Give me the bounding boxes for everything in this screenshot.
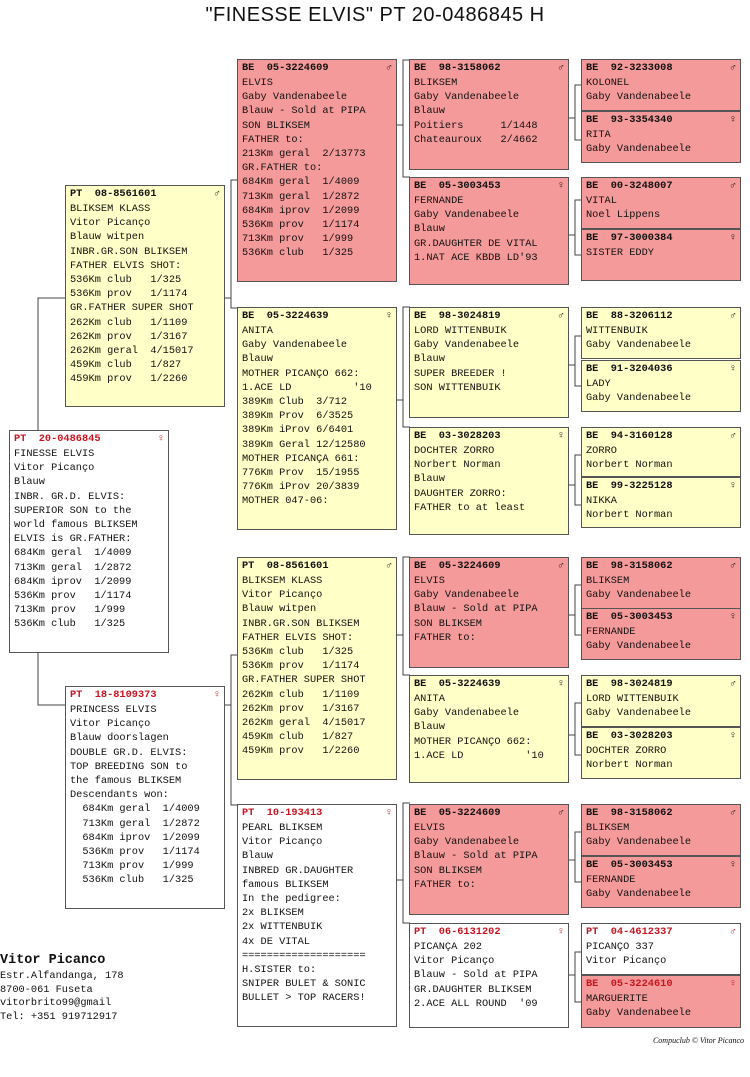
ring-label: BE 92-3233008 [586,62,673,74]
pigeon-info-line: 684Km geral 1/4009 [14,547,132,560]
pigeon-info-line: Vitor Picanço [586,955,667,968]
ring-number [14,431,165,447]
pigeon-info-line: FATHER to: [242,133,304,146]
female-icon: ♀ [557,678,564,690]
pigeon-info-line: 536Km prov 1/1174 [242,219,360,232]
female-icon: ♀ [729,611,736,623]
page-title: "FINESSE ELVIS" PT 20-0486845 H [205,4,545,26]
pigeon-info-line: WITTENBUIK [586,325,648,337]
ring-label: PT 08-8561601 [70,188,157,200]
dam-card [65,686,225,909]
pigeon-info-line: Gaby Vandenabeele [414,91,520,104]
ring-label: BE 05-3224609 [414,807,501,819]
male-icon: ♂ [213,188,220,200]
pigeon-info-line: Vitor Picanço [242,836,323,849]
male-icon: ♂ [729,560,736,572]
pigeon-info-line: Gaby Vandenabeele [586,589,692,602]
female-icon: ♀ [729,859,736,871]
pigeon-info-line: Vitor Picanço [70,217,151,230]
ring-number [586,609,737,625]
pigeon-info-line: Blauw [242,850,273,863]
great-grandparent-card [409,557,569,668]
pigeon-info-line: Blauw - Sold at PIPA [414,969,538,982]
pigeon-info-line: SUPERIOR SON to the [14,504,132,517]
pigeon-info-line: KOLONEL [586,77,630,89]
pigeon-info-line: LORD WITTENBUIK [414,325,507,337]
pigeon-info-line: Blauw [414,105,445,118]
ring-label: BE 88-3206112 [586,310,673,322]
ring-label: BE 05-3224639 [414,678,501,690]
pigeon-info-line: 684Km iprov 1/2099 [14,575,132,588]
pigeon-info-line: TOP BREEDING SON to [70,760,188,773]
pigeon-info-line: Norbert Norman [586,759,673,772]
pigeon-info-line: FATHER ELVIS SHOT: [70,259,182,272]
pigeon-info-line: 713Km prov 1/999 [242,233,354,246]
pigeon-info-line: Blauw [414,223,445,236]
ring-number [586,361,737,377]
sire-card [65,185,225,407]
ring-label: BE 98-3024819 [414,310,501,322]
male-icon: ♂ [557,310,564,322]
pigeon-info-line: INBRED GR.DAUGHTER [242,864,354,877]
ring-label: PT 10-193413 [242,807,323,819]
pigeon-info-line: MOTHER PICANÇO 662: [414,735,532,748]
female-icon: ♀ [729,363,736,375]
pigeon-info-line: Gaby Vandenabeele [586,91,692,104]
pigeon-info-line: 684Km iprov 1/2099 [70,831,200,844]
pigeon-info-line: NIKKA [586,495,617,507]
pigeon-info-line: Blauw witpen [242,603,317,616]
pigeon-info-line: INBR. GR.D. ELVIS: [14,490,126,503]
pigeon-info-line: Blauw [414,721,445,734]
pigeon-info-line: Gaby Vandenabeele [586,888,692,901]
pigeon-info-line: GR.DAUGHTER BLIKSEM [414,983,532,996]
pigeon-info-line: 213Km geral 2/13773 [242,148,366,161]
pigeon-info-line: Norbert Norman [586,509,673,522]
pigeon-info-line: ANITA [414,693,445,705]
pigeon-info-line: 776Km iProv 20/3839 [242,481,360,494]
pigeon-info-line: MOTHER 047-06: [242,495,329,508]
pigeon-info-line: 459Km prov 1/2260 [70,373,188,386]
ring-number [414,676,565,692]
gggp-card [581,111,741,163]
pigeon-info-line: world famous BLIKSEM [14,519,138,532]
pigeon-info-line: Chateauroux 2/4662 [414,133,538,146]
pigeon-info-line: In the pedigree: [242,893,341,906]
pigeon-info-line: FERNANDE [586,874,636,886]
great-grandparent-card [409,923,569,1028]
ring-number [586,60,737,76]
owner-email[interactable]: vitorbrito99@gmail [0,997,112,1009]
great-grandparent-card [409,675,569,783]
ring-label: BE 03-3028203 [586,730,673,742]
pigeon-info-line: SON BLIKSEM [242,119,310,132]
pigeon-info-line: Gaby Vandenabeele [586,1007,692,1020]
ring-number [586,308,737,324]
ring-label: BE 05-3224610 [586,978,673,990]
female-icon: ♀ [557,180,564,192]
gggp-card [581,727,741,779]
female-icon: ♀ [729,730,736,742]
pigeon-info-line: BLIKSEM KLASS [242,575,323,587]
ring-number [242,60,393,76]
ring-number [586,178,737,194]
pigeon-info-line: Norbert Norman [586,459,673,472]
pigeon-info-line: FATHER ELVIS SHOT: [242,631,354,644]
gggp-card [581,856,741,908]
ring-label: BE 05-3003453 [414,180,501,192]
pigeon-info-line: 459Km prov 1/2260 [242,745,360,758]
pigeon-info-line: Gaby Vandenabeele [586,707,692,720]
gggp-card [581,923,741,975]
ring-number [586,924,737,940]
ring-number [414,308,565,324]
ring-label: BE 94-3160128 [586,430,673,442]
gggp-card [581,557,741,609]
pigeon-info-line: 713Km geral 1/2872 [242,190,360,203]
male-icon: ♂ [729,430,736,442]
grandparent-card [237,307,397,530]
pigeon-info-line: VITAL [586,195,617,207]
ring-label: BE 05-3224609 [242,62,329,74]
ring-number [586,976,737,992]
pigeon-info-line: 684Km iprov 1/2099 [242,204,360,217]
pigeon-info-line: FATHER to at least [414,501,526,514]
owner-address: Estr.Alfandanga, 178 [0,970,124,982]
ring-label: BE 05-3224639 [242,310,329,322]
pigeon-info-line: MARGUERITE [586,993,648,1005]
pigeon-info-line: Blauw - Sold at PIPA [242,105,366,118]
pigeon-info-line: GR.DAUGHTER DE VITAL [414,237,538,250]
male-icon: ♂ [729,62,736,74]
credit-text: Compuclub © Vitor Picanco [652,1036,744,1045]
male-icon: ♂ [385,62,392,74]
pigeon-info-line: Gaby Vandenabeele [414,836,520,849]
pigeon-info-line: 713Km geral 1/2872 [70,817,200,830]
pigeon-info-line: SNIPER BULET & SONIC [242,978,366,991]
pigeon-info-line: 262Km club 1/1109 [70,316,188,329]
pigeon-info-line: Gaby Vandenabeele [414,707,520,720]
pigeon-info-line: 536Km club 1/325 [14,618,126,631]
pigeon-info-line: Gaby Vandenabeele [414,589,520,602]
ring-number [586,728,737,744]
pigeon-info-line: ANITA [242,325,273,337]
ring-label: BE 05-3224609 [414,560,501,572]
ring-number [414,924,565,940]
pigeon-info-line: 684Km geral 1/4009 [242,176,360,189]
pigeon-info-line: Gaby Vandenabeele [586,836,692,849]
pigeon-info-line: FERNANDE [414,195,464,207]
pigeon-info-line: RITA [586,129,611,141]
female-icon: ♀ [385,310,392,322]
pigeon-info-line: Gaby Vandenabeele [586,392,692,405]
ring-number [70,687,221,703]
pigeon-info-line: H.SISTER to: [242,964,317,977]
ring-number [414,428,565,444]
great-grandparent-card [409,307,569,418]
pigeon-info-line: Blauw witpen [70,231,145,244]
gggp-card [581,59,741,111]
pigeon-info-line: 262Km prov 1/3167 [242,702,360,715]
pigeon-info-line: SISTER EDDY [586,247,654,259]
pigeon-info-line: 262Km prov 1/3167 [70,330,188,343]
pigeon-info-line: Gaby Vandenabeele [414,339,520,352]
pigeon-info-line: PRINCESS ELVIS [70,704,157,716]
pigeon-info-line: FINESSE ELVIS [14,448,95,460]
gggp-card [581,675,741,727]
pigeon-info-line: ELVIS [414,575,445,587]
pigeon-info-line: 2x WITTENBUIK [242,921,323,934]
pigeon-info-line: BULLET > TOP RACERS! [242,992,366,1005]
owner-postal: 8700-061 Fuseta [0,983,93,996]
pigeon-info-line: 389Km iProv 6/6401 [242,424,354,437]
pigeon-info-line: 2.ACE ALL ROUND '09 [414,997,538,1010]
pigeon-info-line: DOCHTER ZORRO [586,745,667,757]
ring-label: BE 98-3158062 [586,560,673,572]
owner-name: Vitor Picanco [0,953,106,968]
pigeon-info-line: PICANÇA 202 [414,941,482,953]
pigeon-info-line: Blauw - Sold at PIPA [414,850,538,863]
pigeon-info-line: INBR.GR.SON BLIKSEM [70,245,188,258]
pigeon-info-line: Poitiers 1/1448 [414,119,538,132]
male-icon: ♂ [385,560,392,572]
pigeon-info-line: Blauw [242,353,273,366]
gggp-card [581,608,741,660]
female-icon: ♀ [729,114,736,126]
gggp-card [581,477,741,528]
pigeon-info-line: Blauw [414,353,445,366]
female-icon: ♀ [157,433,164,445]
great-grandparent-card [409,427,569,535]
pigeon-info-line: PEARL BLIKSEM [242,822,323,834]
ring-label: BE 99-3225128 [586,480,673,492]
ring-number [586,857,737,873]
pigeon-info-line: SON BLIKSEM [414,864,482,877]
pigeon-info-line: the famous BLIKSEM [70,775,182,788]
pigeon-info-line: BLIKSEM KLASS [70,203,151,215]
female-icon: ♀ [557,430,564,442]
ring-number [586,676,737,692]
pigeon-info-line: DAUGHTER ZORRO: [414,487,507,500]
pigeon-info-line: 1.NAT ACE KBDB LD'93 [414,251,538,264]
gggp-card [581,975,741,1028]
pigeon-info-line: MOTHER PICANÇO 662: [242,367,360,380]
male-icon: ♂ [557,807,564,819]
pigeon-info-line: Blauw [14,476,45,489]
pigeon-info-line: famous BLIKSEM [242,878,329,891]
pigeon-info-line: 536Km prov 1/1174 [70,846,200,859]
pigeon-info-line: ELVIS [242,77,273,89]
pigeon-info-line: 389Km Club 3/712 [242,396,348,409]
pigeon-info-line: FERNANDE [586,626,636,638]
pigeon-info-line: PICANÇO 337 [586,941,654,953]
pigeon-info-line: 262Km geral 4/15017 [70,345,194,358]
pigeon-info-line: BLIKSEM [414,77,458,89]
pigeon-info-line: Vitor Picanço [70,718,151,731]
pigeon-info-line: FATHER to: [414,631,476,644]
pigeon-info-line: 536Km prov 1/1174 [14,590,132,603]
pigeon-info-line: 536Km prov 1/1174 [242,660,360,673]
ring-number [242,558,393,574]
gggp-card [581,360,741,412]
pigeon-info-line: ELVIS is GR.FATHER: [14,533,132,546]
pigeon-info-line: 536Km club 1/325 [242,247,354,260]
great-grandparent-card [409,59,569,170]
pigeon-info-line: BLIKSEM [586,575,630,587]
ring-number [586,558,737,574]
ring-number [414,60,565,76]
pigeon-info-line: Gaby Vandenabeele [242,91,348,104]
pigeon-info-line: 389Km Geral 12/12580 [242,438,366,451]
male-icon: ♂ [729,926,736,938]
female-icon: ♀ [213,689,220,701]
pigeon-info-line: Gaby Vandenabeele [586,143,692,156]
pigeon-info-line: SUPER BREEDER ! [414,367,507,380]
pigeon-info-line: BLIKSEM [586,822,630,834]
pigeon-info-line: 262Km geral 4/15017 [242,717,366,730]
owner-contact [0,952,230,1024]
ring-label: PT 06-6131202 [414,926,501,938]
pigeon-info-line: 713Km prov 1/999 [70,860,194,873]
pigeon-info-line: LADY [586,378,611,390]
female-icon: ♀ [385,807,392,819]
grandparent-card [237,804,397,1027]
pigeon-info-line: INBR.GR.SON BLIKSEM [242,617,360,630]
ring-number [586,112,737,128]
ring-label: BE 91-3204036 [586,363,673,375]
ring-label: BE 97-3000384 [586,232,673,244]
ring-label: BE 03-3028203 [414,430,501,442]
pigeon-info-line: 459Km club 1/827 [242,731,354,744]
ring-number [586,230,737,246]
pigeon-info-line: 536Km prov 1/1174 [70,288,188,301]
ring-label: PT 20-0486845 [14,433,101,445]
pigeon-info-line: 713Km geral 1/2872 [14,561,132,574]
female-icon: ♀ [729,480,736,492]
pigeon-info-line: DOUBLE GR.D. ELVIS: [70,746,188,759]
pigeon-info-line: Norbert Norman [414,459,501,472]
pigeon-info-line: GR.FATHER to: [242,162,323,175]
pigeon-info-line: 536Km club 1/325 [242,646,354,659]
female-icon: ♀ [557,926,564,938]
ring-number [70,186,221,202]
pigeon-info-line: SON BLIKSEM [414,617,482,630]
ring-label: PT 04-4612337 [586,926,673,938]
male-icon: ♂ [729,310,736,322]
pigeon-info-line: 389Km Prov 6/3525 [242,410,354,423]
pigeon-info-line: 4x DE VITAL [242,935,310,948]
male-icon: ♂ [557,560,564,572]
pigeon-info-line: 536Km club 1/325 [70,274,182,287]
pigeon-info-line: SON WITTENBUIK [414,381,501,394]
pigeon-info-line: FATHER to: [414,878,476,891]
pigeon-info-line: GR.FATHER SUPER SHOT [242,674,366,687]
grandparent-card [237,59,397,282]
pigeon-info-line: Vitor Picanço [242,589,323,602]
pigeon-info-line: 776Km Prov 15/1955 [242,467,360,480]
ring-number [242,805,393,821]
ring-number [414,558,565,574]
gggp-card [581,229,741,281]
gggp-card [581,804,741,856]
ring-label: BE 05-3003453 [586,859,673,871]
gggp-card [581,427,741,477]
ring-label: PT 18-8109373 [70,689,157,701]
pigeon-info-line: ZORRO [586,445,617,457]
ring-number [586,478,737,494]
ring-number [414,178,565,194]
ring-label: BE 98-3158062 [586,807,673,819]
pigeon-info-line: Blauw doorslagen [70,732,169,745]
male-icon: ♂ [729,180,736,192]
ring-label: PT 08-8561601 [242,560,329,572]
pigeon-info-line: Gaby Vandenabeele [586,640,692,653]
pigeon-info-line: 1.ACE LD '10 [242,381,372,394]
pigeon-info-line: 262Km club 1/1109 [242,688,360,701]
pigeon-info-line: DOCHTER ZORRO [414,445,495,457]
female-icon: ♀ [729,232,736,244]
female-icon: ♀ [729,978,736,990]
ring-label: BE 93-3354340 [586,114,673,126]
male-icon: ♂ [729,678,736,690]
pigeon-info-line: Blauw - Sold at PIPA [414,603,538,616]
ring-label: BE 98-3024819 [586,678,673,690]
ring-label: BE 05-3003453 [586,611,673,623]
pigeon-info-line: Blauw [414,473,445,486]
ring-label: BE 98-3158062 [414,62,501,74]
gggp-card [581,307,741,359]
pigeon-info-line: Descendants won: [70,789,169,802]
pigeon-info-line: 2x BLIKSEM [242,907,304,920]
owner-phone: Tel: +351 919712917 [0,1010,118,1023]
great-grandparent-card [409,177,569,285]
pigeon-info-line: Vitor Picanço [414,955,495,968]
pigeon-info-line: GR.FATHER SUPER SHOT [70,302,194,315]
pigeon-info-line: LORD WITTENBUIK [586,693,679,705]
pigeon-info-line: Noel Lippens [586,209,661,222]
pigeon-info-line: 713Km prov 1/999 [14,604,126,617]
great-grandparent-card [409,804,569,915]
subject-card [9,430,169,653]
pigeon-info-line: Gaby Vandenabeele [586,339,692,352]
pigeon-info-line: 459Km club 1/827 [70,359,182,372]
ring-number [586,428,737,444]
pigeon-info-line: 536Km club 1/325 [70,874,194,887]
ring-number [586,805,737,821]
pigeon-info-line: Gaby Vandenabeele [414,209,520,222]
ring-label: BE 00-3248007 [586,180,673,192]
gggp-card [581,177,741,229]
male-icon: ♂ [557,62,564,74]
grandparent-card [237,557,397,780]
male-icon: ♂ [729,807,736,819]
pigeon-info-line: 1.ACE LD '10 [414,749,544,762]
pigeon-info-line: ==================== [242,949,366,962]
pigeon-info-line: Gaby Vandenabeele [242,339,348,352]
pigeon-info-line: MOTHER PICANÇA 661: [242,452,360,465]
ring-number [414,805,565,821]
pigeon-info-line: 684Km geral 1/4009 [70,803,200,816]
pigeon-info-line: Vitor Picanço [14,462,95,475]
ring-number [242,308,393,324]
pigeon-info-line: ELVIS [414,822,445,834]
